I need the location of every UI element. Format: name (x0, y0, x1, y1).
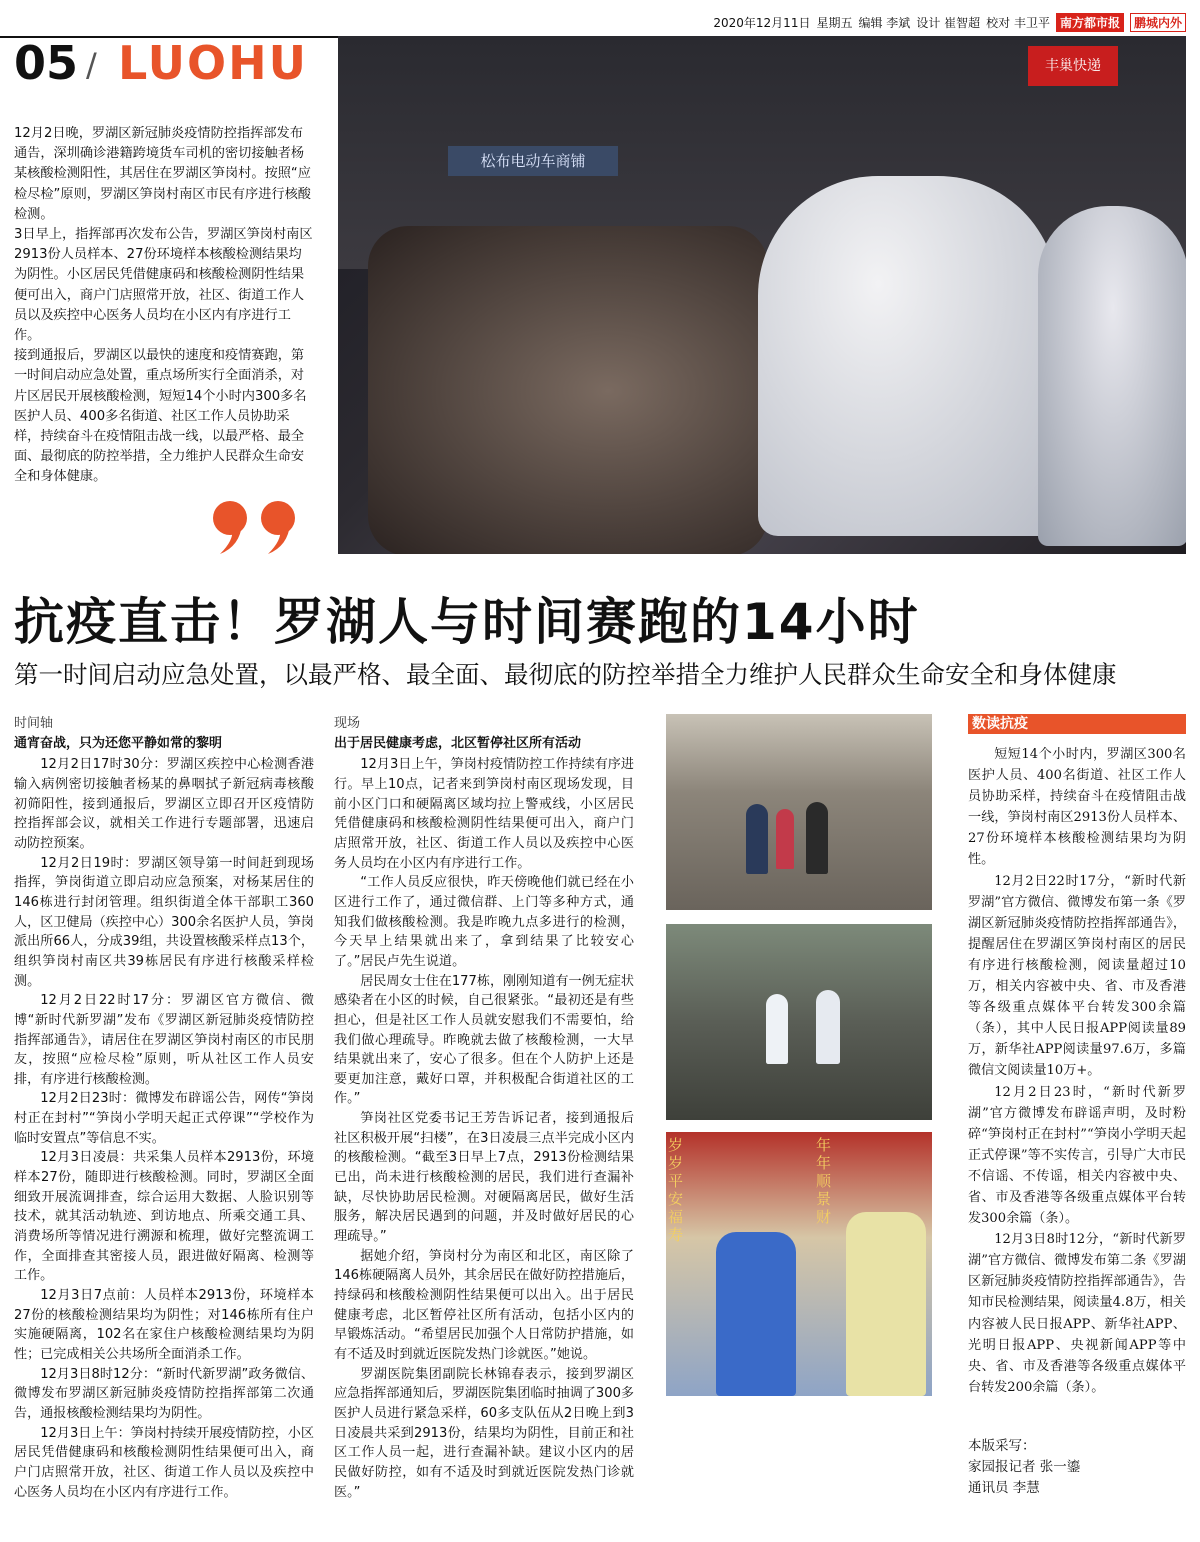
scene-paragraph: 罗湖医院集团副院长林锦春表示，接到罗湖区应急指挥部通知后，罗湖医院集团临时抽调了300多医护人员进行紧急采样，60多支队伍从2日晚上到3日凌晨共采到2913份，结果均为阴性，目前正和社区工作人员一起，进行查漏补缺。建议小区内的居民做好防控，如有不适及时到就近医院发热门诊就医。” (334, 1366, 634, 1500)
data-paragraph: 12月3日8时12分，“新时代新罗湖”官方微信、微博发布第二条《罗湖区新冠肺炎疫情防控指挥部通告》，告知市民检测结果，阅读量4.8万，相关内容被人民日报APP、新华社APP、光明日报APP、央视新闻APP等中央、省、市及香港等各级重点媒体平台转发200余篇（条）。 (968, 1232, 1186, 1395)
section-title: 出于居民健康考虑，北区暂停社区所有活动 (334, 735, 582, 751)
section-label: 时间轴 (14, 716, 54, 731)
header-date: 2020年12月11日 (713, 15, 811, 30)
timeline-paragraph: 12月2日22时17分：罗湖区官方微信、微博“新时代新罗湖”发布《罗湖区新冠肺炎疫情防控指挥部通告》，请居住在罗湖区笋岗村南区的市民朋友，按照“应检尽检”原则，听从社区工作人员安排，有序进行核酸检测。 (14, 993, 314, 1087)
credits-label: 本版采写： (968, 1438, 1036, 1454)
section-name: LUOHU (118, 36, 308, 90)
header-designer: 设计 崔智超 (916, 15, 981, 30)
timeline-paragraph: 12月2日23时：微博发布辟谣公告，网传“笋岗村正在封村”“笋岗小学明天起正式停课”“学校作为临时安置点”等信息不实。 (14, 1091, 314, 1146)
scene-paragraph: 12月3日上午，笋岗村疫情防控工作持续有序进行。早上10点，记者来到笋岗村南区现场发现，目前小区门口和硬隔离区域均拉上警戒线，小区居民凭借健康码和核酸检测阴性结果便可出入，商户门店照常开放，社区、街道工作人员以及疾控中心医务人员均在小区内有序进行工作。 (334, 757, 634, 871)
brand-logo: 南方都市报 (1056, 13, 1124, 32)
section-label: 现场 (334, 716, 361, 731)
data-paragraph: 12月2日23时，“新时代新罗湖”官方微博发布辟谣声明，及时粉碎“笋岗村正在封村”“笋岗小学明天起正式停课”等不实传言，引导广大市民不信谣、不传谣，相关内容被中央、省、市及香港等各级重点媒体平台转发300余篇（条）。 (968, 1084, 1186, 1227)
intro-paragraph: 12月2日晚，罗湖区新冠肺炎疫情防控指挥部发布通告，深圳确诊港籍跨境货车司机的密切接触者杨某核酸检测阳性，其居住在罗湖区笋岗村。按照“应检尽检”原则，罗湖区笋岗村南区市民有序进行核酸检测。 (14, 126, 311, 222)
street-photo (666, 714, 932, 910)
timeline-paragraph: 12月3日8时12分：“新时代新罗湖”政务微信、微博发布罗湖区新冠肺炎疫情防控指挥部第二次通告，通报核酸检测结果均为阴性。 (14, 1366, 314, 1421)
timeline-paragraph: 12月2日19时：罗湖区领导第一时间赶到现场指挥，笋岗街道立即启动应急预案，对杨某居住的146栋进行封闭管理。组织街道全体干部职工360人，区卫健局（疾控中心）300余名医护人员，笋岗派出所66人，分成39组，共设置核酸采样点13个，组织笋岗村南区共39栋居民有序进行核酸采样检测。 (14, 855, 314, 989)
subheadline: 第一时间启动应急处置，以最严格、最全面、最彻底的防控举措全力维护人民群众生命安全和身体健康 (14, 660, 1117, 689)
data-section-body (968, 744, 1186, 1398)
section-logo: 鹏城内外 (1130, 13, 1186, 32)
page-number: 05 (14, 36, 79, 90)
intro-paragraph: 接到通报后，罗湖区以最快的速度和疫情赛跑，第一时间启动应急处置，重点场所实行全面消杀，对片区居民开展核酸检测，短短14个小时内300多名医护人员、400多名街道、社区工作人员协助采样，持续奋斗在疫情阻击战一线，以最严格、最全面、最彻底的防控举措，全力维护人民群众生命安全和身体健康。 (14, 348, 307, 485)
data-section-title: 数读抗疫 (968, 714, 1186, 734)
credits (968, 1436, 1186, 1499)
express-sign: 丰巢快递 (1028, 46, 1118, 86)
credits-correspondent: 通讯员 李慧 (968, 1480, 1040, 1496)
main-photo (338, 36, 1186, 554)
scene-column (334, 714, 634, 1502)
couplet-banner: 年年顺景财 (816, 1136, 832, 1226)
medical-worker-figure (1038, 206, 1186, 546)
quote-icon (206, 500, 306, 556)
scene-paragraph: 据她介绍，笋岗村分为南区和北区，南区除了146栋硬隔离人员外，其余居民在做好防控措施后，持绿码和核酸检测阴性结果便可以出入。出于居民健康考虑，北区暂停社区所有活动，包括小区内的早锻炼活动。“希望居民加强个人日常防护措施，如有不适及时到就近医院发热门诊就医。”她说。 (334, 1248, 634, 1362)
timeline-column (14, 714, 314, 1502)
alley-photo (666, 924, 932, 1120)
data-paragraph: 短短14个小时内，罗湖区300名医护人员、400名街道、社区工作人员协助采样，持续奋斗在疫情阻击战一线，笋岗村南区2913份人员样本、27份环境样本核酸检测结果均为阴性。 (968, 747, 1186, 868)
section-divider: / (86, 46, 97, 84)
header-proofreader: 校对 丰卫平 (986, 15, 1050, 30)
timeline-paragraph: 12月3日7点前：人员样本2913份，环境样本27份的核酸检测结果均为阴性；对146栋所有住户实施硬隔离，102名在家住户核酸检测结果均为阴性；已完成相关公共场所全面消杀工作。 (14, 1288, 314, 1362)
timeline-paragraph: 12月2日17时30分：罗湖区疾控中心检测香港输入病例密切接触者杨某的鼻咽拭子新冠病毒核酸初筛阳性，接到通报后，罗湖区立即召开区疫情防控指挥部会议，就相关工作进行专题部署，迅速启动防控预案。 (14, 757, 314, 851)
header-weekday: 星期五 (816, 15, 853, 30)
header-editor: 编辑 李斌 (858, 15, 911, 30)
scene-paragraph: 居民周女士住在177栋，刚刚知道有一例无症状感染者在小区的时候，自己很紧张。“最初还是有些担心，但是社区工作人员就安慰我们不需要怕，给我们做心理疏导。昨晚就去做了核酸检测，一大早结果就出来了，安心了很多。但在个人防护上还是要更加注意，戴好口罩，并积极配合街道社区的工作。” (334, 973, 634, 1107)
timeline-paragraph: 12月3日凌晨：共采集人员样本2913份，环境样本27份，随即进行核酸检测。同时，罗湖区全面细致开展流调排查，综合运用大数据、人脸识别等技术，就其活动轨迹、到访地点、所乘交通工具、消费场所等情况进行溯源和梳理，做好完整流调工作，全面排查其密接人员，跟进做好隔离、检测等工作。 (14, 1150, 314, 1284)
intro-text (14, 124, 314, 488)
credits-reporter: 家园报记者 张一鎏 (968, 1459, 1081, 1475)
headline: 抗疫直击！罗湖人与时间赛跑的14小时 (14, 593, 920, 651)
residents-queue (368, 226, 768, 554)
scene-paragraph: “工作人员反应很快，昨天傍晚他们就已经在小区进行工作了，通过微信群、上门等多种方式，通知我们做核酸检测。我是昨晚九点多进行的检测，今天早上结果就出来了，拿到结果了比较安心了。”居民卢先生说道。 (334, 875, 634, 969)
timeline-paragraph: 12月3日上午：笋岗村持续开展疫情防控，小区居民凭借健康码和核酸检测阴性结果便可出入，商户门店照常开放，社区、街道工作人员以及疾控中心医务人员均在小区内有序进行工作。 (14, 1425, 314, 1500)
intro-paragraph: 3日早上，指挥部再次发布公告，罗湖区笋岗村南区2913份人员样本、27份环境样本核酸检测结果均为阴性。小区居民凭借健康码和核酸检测阴性结果便可出入，商户门店照常开放，社区、街道工作人员以及疾控中心医务人员均在小区内有序进行工作。 (14, 227, 313, 344)
shop-sign: 松布电动车商铺 (448, 146, 618, 176)
doorway-photo (666, 1132, 932, 1396)
page-header (0, 8, 1186, 38)
couplet-banner: 岁岁平安福寿 (668, 1136, 684, 1244)
data-paragraph: 12月2日22时17分，“新时代新罗湖”官方微信、微博发布第一条《罗湖区新冠肺炎疫情防控指挥部通告》，提醒居住在罗湖区笋岗村南区的居民有序进行核酸检测，阅读量超过10万，相关内容被中央、省、市及香港等各级重点媒体平台转发300余篇（条），其中人民日报APP阅读量89万，新华社APP阅读量97.6万，多篇微信文阅读量10万+。 (968, 873, 1186, 1079)
medical-worker-figure (758, 176, 1058, 536)
scene-paragraph: 笋岗社区党委书记王芳告诉记者，接到通报后社区积极开展“扫楼”，在3日凌晨三点半完成小区内的核酸检测。“截至3日早上7点，2913份检测结果已出，尚未进行核酸检测的居民，我们进行查漏补缺，尽快协助居民检测。对硬隔离居民，做好生活服务，解决居民遇到的问题，并及时做好居民的心理疏导。” (334, 1111, 634, 1245)
section-title: 通宵奋战，只为还您平静如常的黎明 (14, 735, 223, 751)
